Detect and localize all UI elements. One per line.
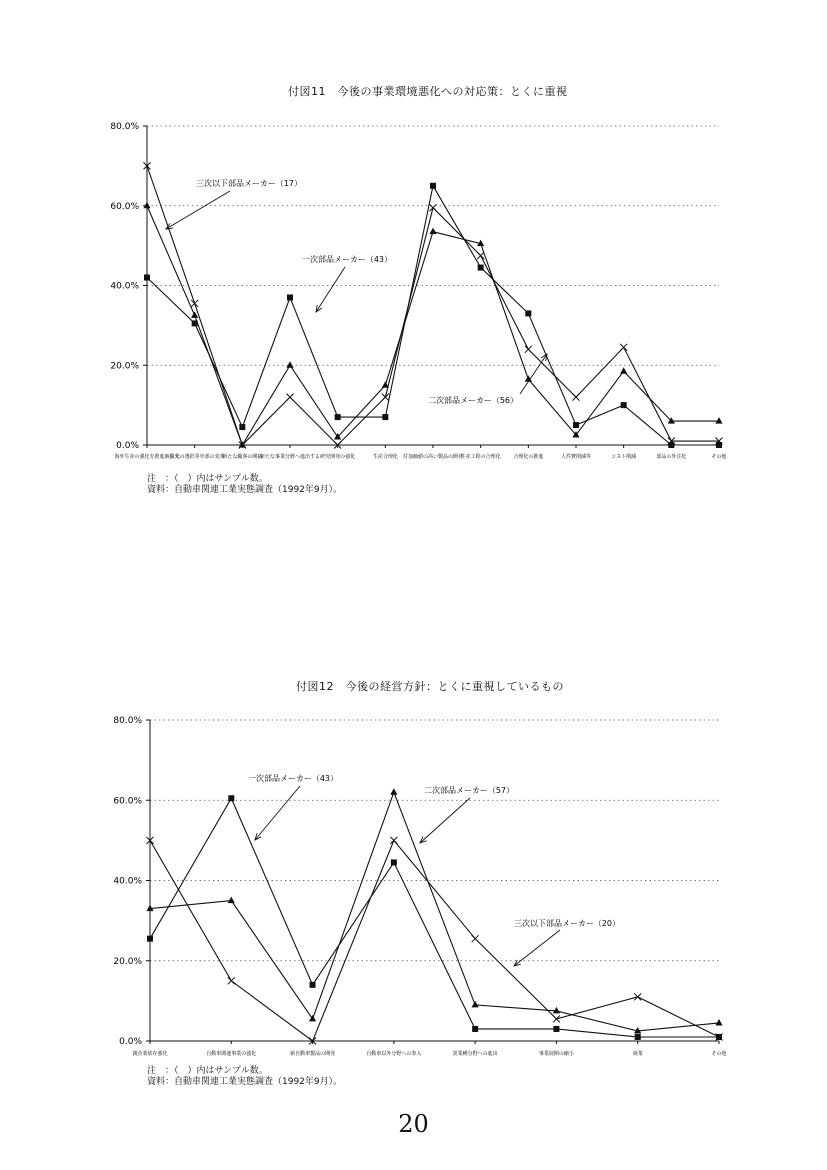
chart-2-data-point <box>228 795 234 801</box>
chart-2-series-line <box>150 840 719 1041</box>
chart-2-data-point <box>634 993 641 1000</box>
chart-2-title: 付図12 今後の経営方針：とくに重視しているもの <box>296 680 564 693</box>
chart-2-data-point <box>390 788 397 795</box>
chart-2-ytick-label: 0.0% <box>119 1037 142 1047</box>
chart-2-data-point <box>553 1026 559 1032</box>
chart-2-series-2 <box>146 788 722 1033</box>
chart-1-xtick-label: 新たな事業分野へ進出する <box>259 454 321 460</box>
chart-1-xtick-label: 生産合理化 <box>372 454 398 460</box>
chart-1-annotation-label: 三次以下部品メーカー（17） <box>196 179 303 188</box>
page-number: 20 <box>398 1110 429 1138</box>
chart-2-data-point <box>472 1026 478 1032</box>
chart-1-xtick-label: 海外生産の強化を推進・拡大 <box>114 454 180 460</box>
chart-2-note-sample: 注 ：（ ）内はサンプル数。 <box>147 1066 268 1076</box>
chart-1-xtick-label: 人件費削減等 <box>560 454 592 460</box>
chart-2-data-point <box>391 859 397 865</box>
chart-2-data-point <box>715 1019 722 1026</box>
chart-1-xtick-label: 取引先の選択等外部の変革 <box>164 454 225 460</box>
chart-2-ytick-label: 20.0% <box>113 956 142 967</box>
chart-2-data-point <box>472 1001 479 1008</box>
chart-1-xtick-label: その他 <box>711 454 727 460</box>
chart-1-ytick-label: 20.0% <box>110 361 139 372</box>
chart-1-annotation-label: 二次部品メーカー（56） <box>428 396 519 405</box>
chart-2-xtick-label: 自動車関連事業の強化 <box>206 1051 257 1057</box>
chart-2-series-line <box>150 792 719 1031</box>
chart-2-xtick-label: 異業種分野への進出 <box>452 1051 498 1057</box>
chart-2-ytick-label: 80.0% <box>113 716 142 726</box>
chart-2-notes <box>147 1066 342 1088</box>
chart-1-ytick-label: 60.0% <box>110 201 139 212</box>
chart-1-note-sample: 注 ：（ ）内はサンプル数。 <box>147 474 268 484</box>
chart-1-note-source: 資料：自動車関連工業実態調査（1992年9月）。 <box>147 485 343 495</box>
chart-1-xtick-label: 付加価値の高い製品の開発 <box>402 454 464 460</box>
chart-2-data-point <box>310 982 316 988</box>
chart-1-title: 付図11 今後の事業環境悪化への対応策：とくに重視 <box>288 85 568 98</box>
chart-1-xtick-label: 生産工程の合理化 <box>460 454 501 460</box>
chart-2-note-source: 資料：自動車関連工業実態調査（1992年9月）。 <box>147 1077 343 1087</box>
chart-2-data-point <box>635 1034 641 1040</box>
chart-2-series-3 <box>147 837 723 1045</box>
chart-2-xtick-label: 自動車以外分野への参入 <box>366 1051 422 1057</box>
chart-2-annotation-label: 二次部品メーカー（57） <box>424 786 515 795</box>
chart-1-xtick-label: コスト削減 <box>611 454 637 460</box>
chart-1-xtick-label: 部品の外注化 <box>656 454 687 460</box>
chart-2-data-point <box>553 1007 560 1014</box>
chart-1-ytick-label: 0.0% <box>116 441 139 451</box>
chart-2-series-line <box>150 798 719 1037</box>
chart-1-xtick-label: 新たな顧客の開拓 <box>222 454 263 460</box>
chart-2-xtick-label: その他 <box>711 1051 727 1057</box>
chart-2-data-point <box>228 977 235 984</box>
chart-1-xtick-label: 研究開発の強化 <box>320 454 356 460</box>
chart-2-data-point <box>472 935 479 942</box>
chart-2-data-point <box>147 936 153 942</box>
chart-2-annotation-label: 三次以下部品メーカー（20） <box>514 919 621 928</box>
chart-2-annotation-arrow <box>420 798 470 843</box>
chart-2-annotation-label: 一次部品メーカー（43） <box>248 774 339 783</box>
chart-2-data-point <box>228 897 235 904</box>
chart-2-xtick-label: 新自動車製品の開発 <box>290 1051 336 1057</box>
chart-2-annotation-arrow <box>255 786 300 840</box>
chart-2-series-1 <box>147 795 722 1040</box>
chart-2-data-point <box>553 1015 560 1022</box>
chart-2-xtick-label: 廃業 <box>632 1051 643 1057</box>
chart-2-data-point <box>390 837 397 844</box>
chart-2-ytick-label: 40.0% <box>113 876 142 887</box>
chart-1-xtick-label: 合理化の推進 <box>513 454 544 460</box>
chart-1-annotation-label: 一次部品メーカー（43） <box>302 255 393 264</box>
chart-1-ytick-label: 80.0% <box>110 122 139 132</box>
chart-2-ytick-label: 60.0% <box>113 796 142 807</box>
chart-2-xtick-label: 事業展開の縮小 <box>538 1051 574 1057</box>
chart-2-xtick-label: 親企業依存強化 <box>132 1051 168 1057</box>
chart-1-ytick-label: 40.0% <box>110 281 139 292</box>
